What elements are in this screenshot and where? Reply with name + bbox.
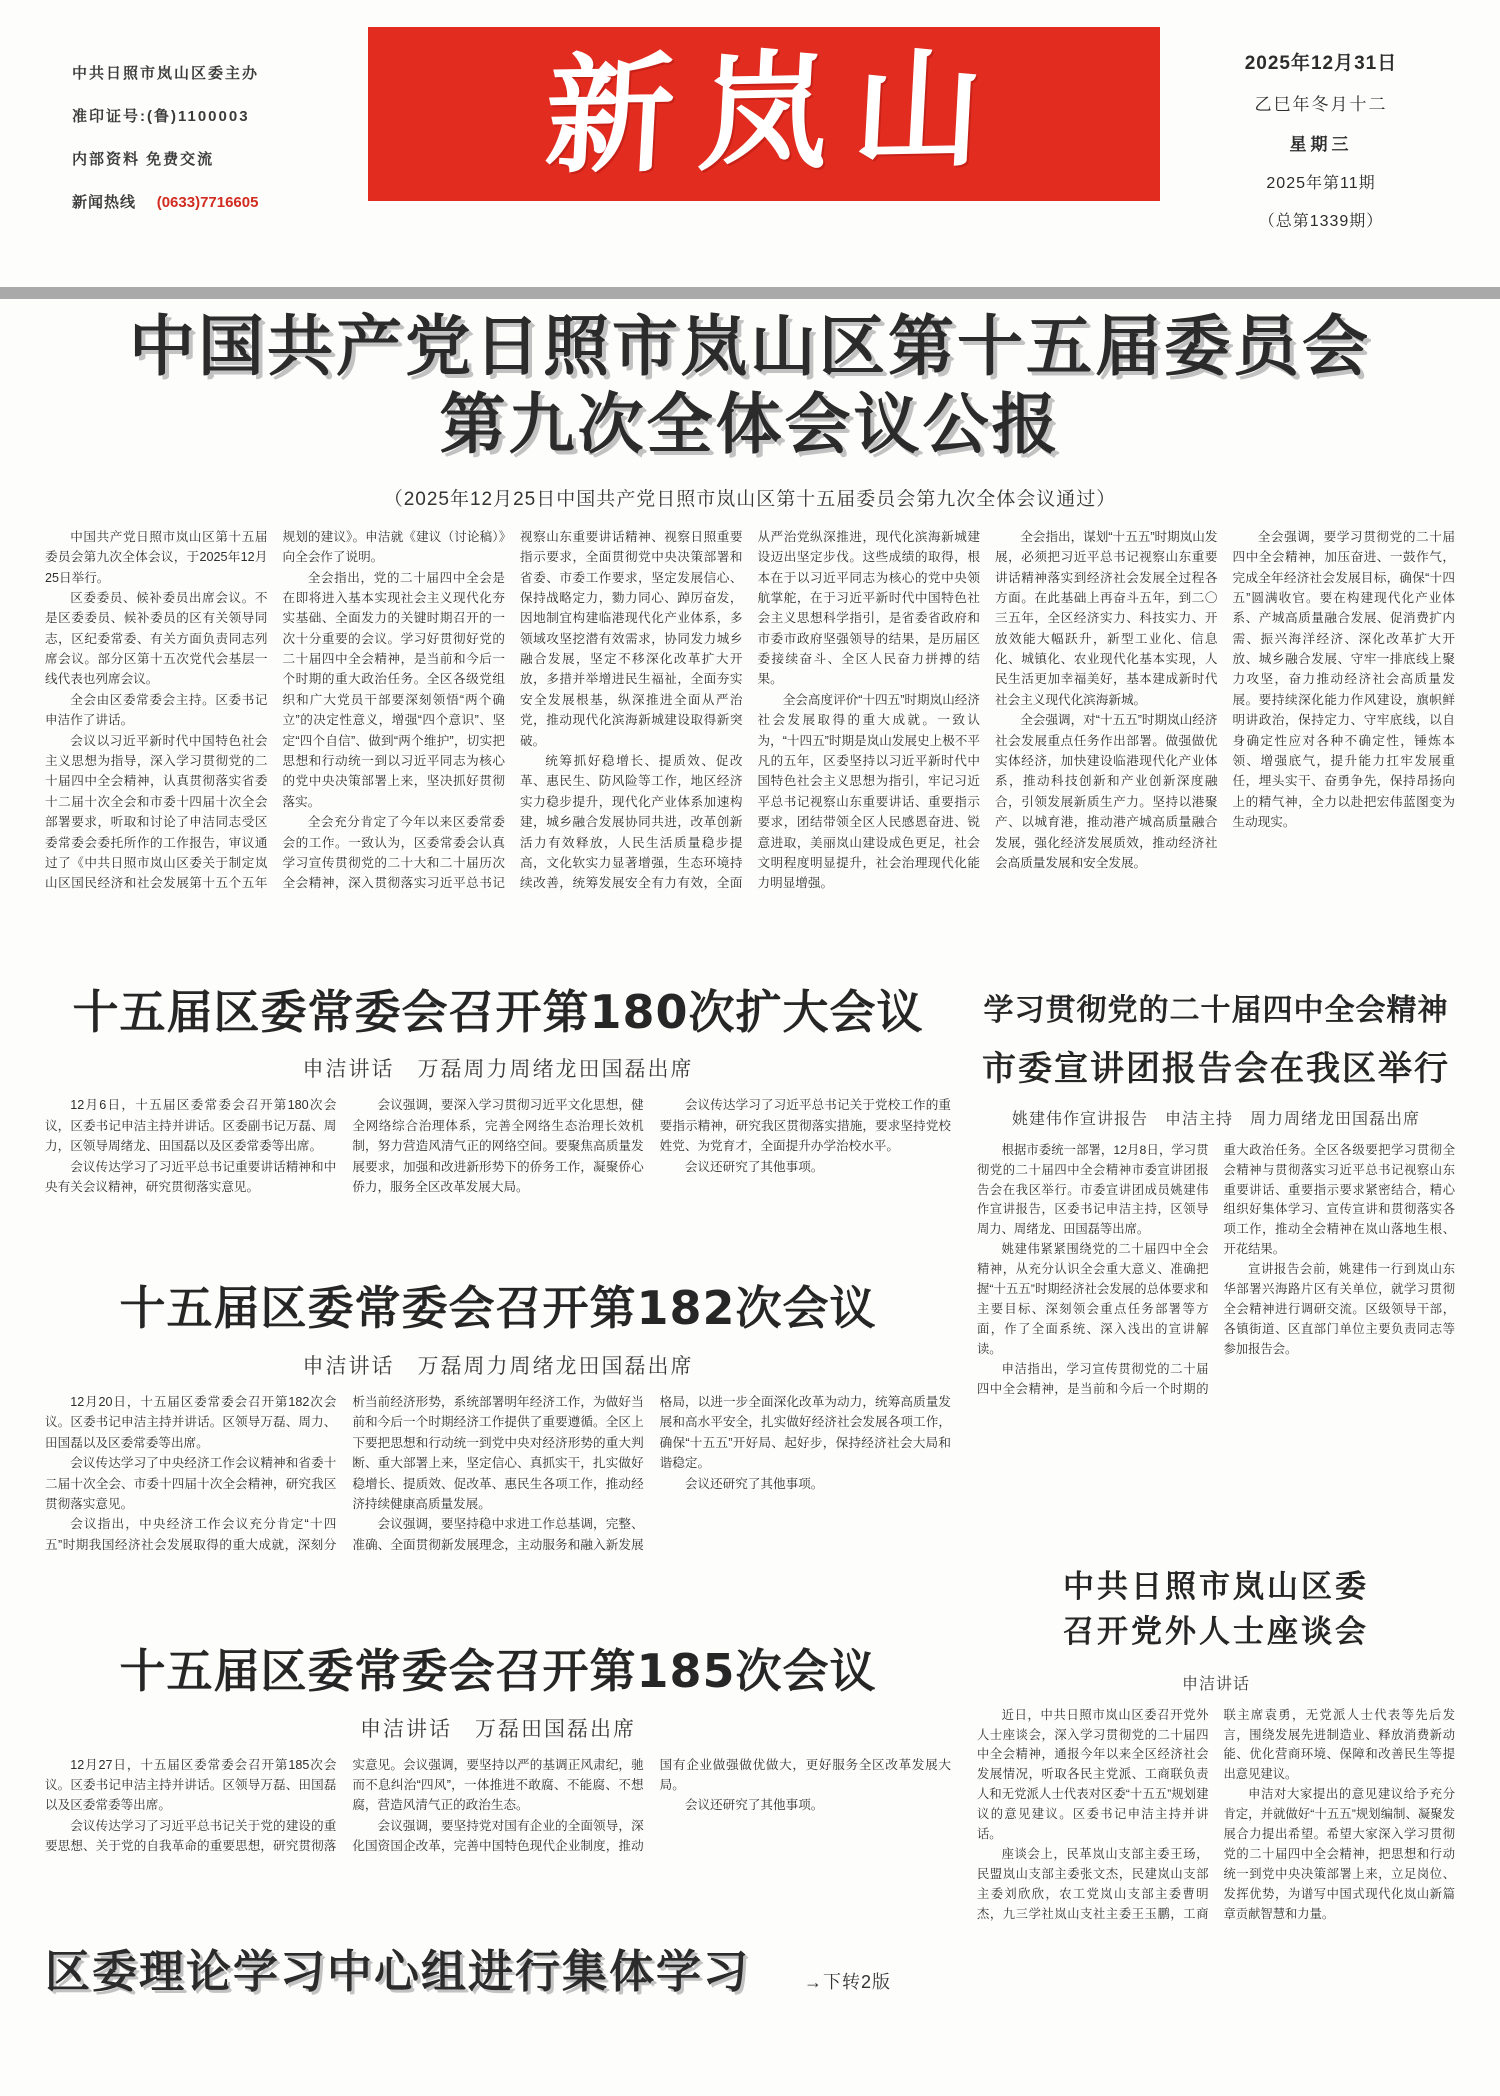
paragraph: 全会充分肯定了今年以来区委常委会的工作。一致认为，区委常委会认真学习宣传贯彻党的二十大和二十届历次全会精神，深入贯彻落实习近平总书记视察山东重要讲话精神、视察日照重要指示要求，全面贯彻党中央决策部署和省委、市委工作要求，坚定发展信心、保持战略定力，勠力同心、踔厉奋发，因地制宜构建临港现代化产业体系，多领域攻坚挖潜有效需求，协同发力城乡融合发展，坚定不移深化改革扩大开放，多措并举增进民生福祉，全面夯实安全发展根基，纵深推进全面从严治党，推动现代化滨海新城建设取得新突破。 [282,529,743,891]
paragraph: 申洁指出，学习宣传贯彻党的二十届四中全会精神，是当前和今后一个时期的重大政治任务。全区各级要把学习贯彻全会精神与贯彻落实习近平总书记视察山东重要讲话、重要指示要求紧密结合，精心组织好集体学习、宣传宣讲和贯彻落实各项工作，推动全会精神在岚山落地生根、开花结果。 [977,1142,1455,1396]
symposium-headline-line2: 召开党外人士座谈会 [1063,1613,1369,1650]
continued-on-page-2-note: →下转2版 [803,1971,891,1992]
paragraph: 会议还研究了其他事项。 [684,1476,824,1491]
lecture-body [977,1141,1455,1537]
paragraph: 会议强调，要坚持党对国有企业的全面领导，深化国资国企改革，完善中国特色现代企业制度，推动国有企业做强做优做大，更好服务全区改革发展大局。 [352,1757,951,1854]
masthead [0,0,1500,300]
paragraph: 统筹抓好稳增长、提质效、促改革、惠民生、防风险等工作，地区经济实力稳步提升，现代化产业体系加速构建，城乡融合发展协同共进，改革创新活力有效释放，人民生活质量稳步提高，文化软实力显著增强，生态环境持续改善，统筹发展安全有力有效，全面从严治党纵深推进，现代化滨海新城建设迈出坚定步伐。这些成绩的取得，根本在于以习近平同志为核心的党中央领航掌舵，在于习近平新时代中国特色社会主义思想科学指引，是省委省政府和市委市政府坚强领导的结果，是历届区委接续奋斗、全区人民奋力拼搏的结果。 [520,529,980,891]
masthead-info-left [72,62,362,212]
communique-article [0,300,1500,969]
communique-headline-line1: 中国共产党日照市岚山区第十五届委员会 [129,308,1371,385]
article-meeting-182 [45,1283,951,1620]
paragraph: 会议传达学习了中央经济工作会议精神和省委十二届十次全会、市委十四届十次全会精神，研究我区贯彻落实意见。 [45,1456,337,1511]
meeting-185-body [45,1755,951,1905]
lecture-kicker: 学习贯彻党的二十届四中全会精神 [983,992,1449,1028]
paragraph: 会议还研究了其他事项。 [684,1159,824,1174]
article-meeting-180 [45,984,951,1258]
paragraph: 12月6日，十五届区委常委会召开第180次会议，区委书记申洁主持并讲话。区委副书记万磊、周力，区领导周绪龙、田国磊以及区委常委等出席。 [45,1098,337,1154]
lunar-date: 乙巳年冬月十二 [1254,95,1388,114]
paragraph: 全会高度评价“十四五”时期岚山经济社会发展取得的重大成就。一致认为，“十四五”时期是岚山发展史上极不平凡的五年，区委坚持以习近平新时代中国特色社会主义思想为指引，牢记习近平总书记视察山东重要讲话、重要指示要求，团结带领全区人民感恩奋进、锐意进取，美丽岚山建设成色更足，社会文明程度明显提升，社会治理现代化能力明显增强。 [757,692,980,891]
article-symposium [977,1565,1455,2038]
paragraph: 全会指出，谋划“十五五”时期岚山发展，必须把习近平总书记视察山东重要讲话精神落实到经济社会发展全过程各方面。在此基础上再奋斗五年，到二〇三五年，全区经济实力、科技实力、开放效能大幅跃升，新型工业化、信息化、城镇化、农业现代化基本实现，人民生活更加幸福美好，基本建成新时代社会主义现代化滨海新城。 [995,529,1218,707]
meeting-180-headline: 十五届区委常委会召开第180次扩大会议 [72,984,924,1039]
meeting-180-body [45,1095,951,1257]
right-articles-column [977,985,1455,2038]
license-line: 准印证号:(鲁)1100003 [72,108,250,125]
paragraph: 12月27日，十五届区委常委会召开第185次会议。区委书记申洁主持并讲话。区领导万磊、田国磊以及区委常委等出席。 [45,1757,337,1813]
publication-date: 2025年12月31日 [1244,53,1398,74]
hotline-line [72,191,362,212]
symposium-headline-line1: 中共日照市岚山区委 [1063,1568,1369,1605]
article-lecture-report [977,985,1455,1537]
issue-total: （总第1339期） [1258,213,1384,230]
hotline-number: (0633)7716605 [156,194,259,211]
internal-note-line: 内部资料 免费交流 [72,151,215,168]
masthead-red-box [368,27,1160,201]
communique-subtitle: （2025年12月25日中国共产党日照市岚山区第十五届委员会第九次全体会议通过） [383,488,1117,510]
issue-number: 2025年第11期 [1266,175,1376,192]
symposium-byline: 申洁讲话 [1181,1675,1250,1693]
lower-band [0,969,1500,2038]
paragraph: 会议指出，中央经济工作会议充分肯定“十四五”时期我国经济社会发展取得的重大成就，深刻分析当前经济形势，系统部署明年经济工作，为做好当前和今后一个时期经济工作提供了重要遵循。全区上下要把思想和行动统一到党中央对经济形势的重大判断、重大部署上来，坚定信心、真抓实干，扎实做好稳增长、提质效、促改革、惠民生各项工作，推动经济持续健康高质量发展。 [45,1394,644,1552]
paragraph: 区委委员、候补委员出席会议。不是区委委员、候补委员的区有关领导同志，区纪委常委、有关方面负责同志列席会议。部分区第十五次党代会基层一线代表也列席会议。 [45,590,268,687]
meeting-180-byline: 申洁讲话 万磊周力周绪龙田国磊出席 [302,1058,694,1082]
study-group-headline: 区委理论学习中心组进行集体学习 [45,1944,751,1998]
paragraph: 会议传达学习了习近平总书记重要讲话精神和中央有关会议精神，研究贯彻落实意见。 [45,1159,337,1194]
paragraph: 全会强调，要学习贯彻党的二十届四中全会精神，加压奋进、一鼓作气，完成全年经济社会发展目标，确保“十四五”圆满收官。要在构建现代化产业体系、产城高质量融合发展、促消费扩内需、振兴海洋经济、深化改革扩大开放、城乡融合发展、守牢一排底线上聚力攻坚，奋力推动经济社会高质量发展。要持续深化能力作风建设，旗帜鲜明讲政治，保持定力、守牢底线，以自身确定性应对各种不确定性，锤炼本领、增强底气，提升能力扛牢发展重任，埋头实干、奋勇争先，保持昂扬向上的精气神，全力以赴把宏伟蓝图变为生动现实。 [1232,529,1455,830]
communique-headline-line2: 第九次全体会议公报 [439,385,1061,463]
paragraph: 申洁对大家提出的意见建议给予充分肯定，并就做好“十五五”规划编制、凝聚发展合力提出希望。希望大家深入学习贯彻党的二十届四中全会精神，把思想和行动统一到党中央决策部署上来，立足岗位、发挥优势，为谱写中国式现代化岚山新篇章贡献智慧和力量。 [1223,1787,1455,1921]
publisher-line: 中共日照市岚山区委主办 [72,65,260,82]
lecture-byline: 姚建伟作宣讲报告 申洁主持 周力周绪龙田国磊出席 [1011,1110,1420,1128]
paragraph: 中国共产党日照市岚山区第十五届委员会第九次全体会议，于2025年12月25日举行。 [45,529,268,585]
meeting-182-body [45,1392,951,1620]
article-study-group [45,1935,951,2000]
paragraph: 全会强调，对“十五五”时期岚山经济社会发展重点任务作出部署。做强做优实体经济，加快建设临港现代化产业体系，推动科技创新和产业创新深度融合，引领发展新质生产力。坚持以港聚产、以城育港，推动港产城高质量融合发展，强化经济发展质效，推动经济社会高质量发展和安全发展。 [995,713,1218,870]
paragraph: 姚建伟紧紧围绕党的二十届四中全会精神，从充分认识全会重大意义、准确把握“十五五”时期经济社会发展的总体要求和主要目标、深刻领会重点任务部署等方面，作了全面系统、深入浅出的宣讲解读。 [977,1242,1209,1356]
paragraph: 会议还研究了其他事项。 [684,1798,824,1813]
hotline-label: 新闻热线 [72,194,137,211]
paragraph: 会议以习近平新时代中国特色社会主义思想为指导，深入学习贯彻党的二十届四中全会精神，认真贯彻落实省委十二届十次全会和市委十四届十次全会部署要求，听取和讨论了申洁同志受区委常委会委托所作的工作报告，审议通过了《中共日照市岚山区委关于制定岚山区国民经济和社会发展第十五个五年规划的建议》。申洁就《建议（讨论稿）》向全会作了说明。 [45,529,505,891]
paragraph: 12月20日，十五届区委常委会召开第182次会议。区委书记申洁主持并讲话。区领导万磊、周力、田国磊以及区委常委等出席。 [45,1394,337,1450]
newspaper-title: 新岚山 [541,34,1013,192]
lecture-headline: 市委宣讲团报告会在我区举行 [982,1048,1450,1089]
paragraph: 座谈会上，民革岚山支部主委王玚，民盟岚山支部主委张文杰，民建岚山支部主委刘欣欣，农工党岚山支部主委曹明杰，九三学社岚山支社主委王玉鹏，工商联主席袁勇，无党派人士代表等先后发言，围绕发展先进制造业、释放消费新动能、优化营商环境、保障和改善民生等提出意见建议。 [977,1707,1455,1921]
communique-body [45,527,1455,969]
meeting-185-byline: 申洁讲话 万磊田国磊出席 [360,1717,636,1741]
meeting-185-headline: 十五届区委常委会召开第185次会议 [119,1643,877,1698]
weekday: 星期三 [1289,135,1353,154]
meeting-182-headline: 十五届区委常委会召开第182次会议 [119,1281,877,1336]
masthead-date-block [1182,48,1460,231]
left-articles-column [45,985,951,2038]
paragraph: 全会指出，党的二十届四中全会是在即将进入基本实现社会主义现代化夯实基础、全面发力的关键时期召开的一次十分重要的会议。学习好贯彻好党的二十届四中全会精神，是当前和今后一个时期的重大政治任务。全区各级党组织和广大党员干部要深刻领悟“两个确立”的决定性意义，增强“四个意识”、坚定“四个自信”、做到“两个维护”，切实把思想和行动统一到以习近平同志为核心的党中央决策部署上来，坚决抓好贯彻落实。 [282,570,505,809]
paragraph: 宣讲报告会前，姚建伟一行到岚山东华部署兴海路片区有关单位，就学习贯彻全会精神进行调研交流。区级领导干部，各镇街道、区直部门单位主要负责同志等参加报告会。 [1223,1262,1455,1356]
paragraph: 根据市委统一部署，12月8日，学习贯彻党的二十届四中全会精神市委宣讲团报告会在我区举行。市委宣讲团成员姚建伟作宣讲报告，区委书记申洁主持，区领导周力、周绪龙、田国磊等出席。 [977,1142,1209,1237]
masthead-divider-bar [0,287,1500,299]
article-meeting-185 [45,1643,951,1905]
meeting-182-byline: 申洁讲话 万磊周力周绪龙田国磊出席 [302,1354,694,1378]
paragraph: 会议强调，要坚持稳中求进工作总基调，完整、准确、全面贯彻新发展理念，主动服务和融入新发展格局，以进一步全面深化改革为动力，统筹高质量发展和高水平安全，扎实做好经济社会发展各项工作，确保“十五五”开好局、起好步，保持经济社会大局和谐稳定。 [352,1394,951,1552]
paragraph: 全会由区委常委会主持。区委书记申洁作了讲话。 [45,692,268,728]
symposium-body [977,1706,1455,2038]
paragraph: 会议传达学习了习近平总书记关于党的建设的重要思想、关于党的自我革命的重要思想，研究贯彻落实意见。会议强调，要坚持以严的基调正风肃纪，驰而不息纠治“四风”，一体推进不敢腐、不能腐、不想腐，营造风清气正的政治生态。 [45,1757,644,1854]
paragraph: 会议传达学习了习近平总书记关于党校工作的重要指示精神，研究我区贯彻落实措施，要求坚持党校姓党、为党育才，全面提升办学治校水平。 [659,1098,951,1154]
paragraph: 近日，中共日照市岚山区委召开党外人士座谈会，深入学习贯彻党的二十届四中全会精神，通报今年以来全区经济社会发展情况，听取各民主党派、工商联负责人和无党派人士代表对区委“十五五”规划建议的意见建议。区委书记申洁主持并讲话。 [977,1707,1209,1842]
paragraph: 会议强调，要深入学习贯彻习近平文化思想，健全网络综合治理体系，完善全网络生态治理长效机制，努力营造风清气正的网络空间。要聚焦高质量发展要求，加强和改进新形势下的侨务工作，凝聚侨心侨力，服务全区改革发展大局。 [352,1098,644,1194]
